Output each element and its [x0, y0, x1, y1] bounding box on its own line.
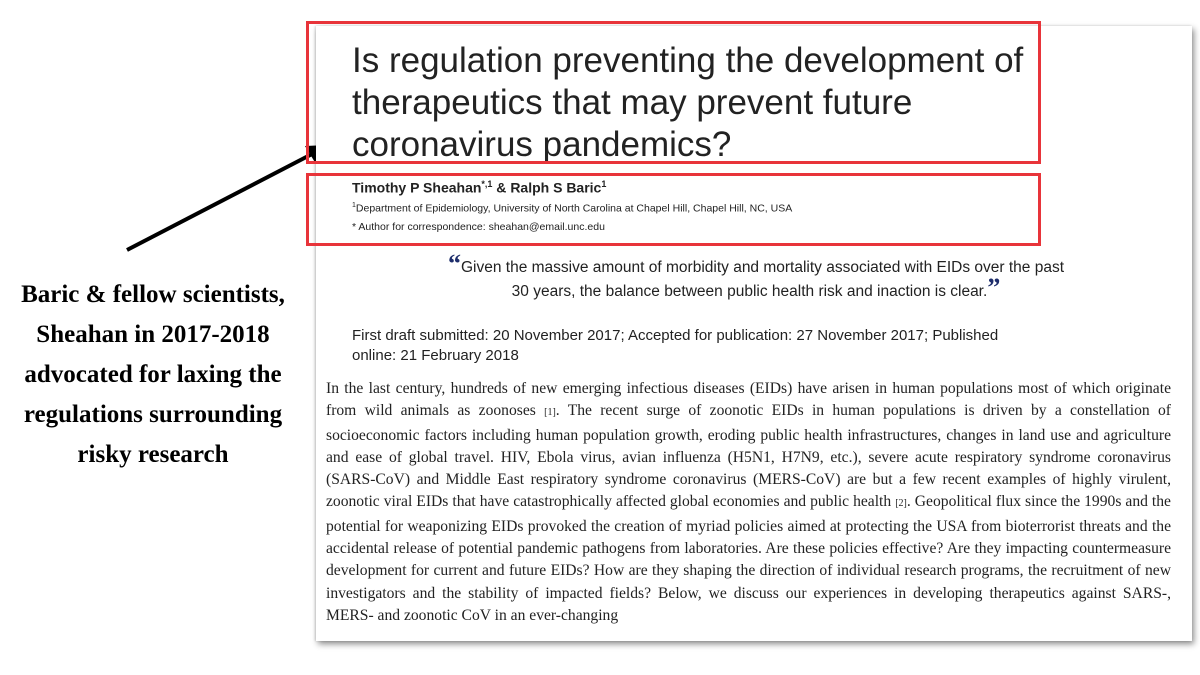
affiliation-text: Department of Epidemiology, University of North Carolina at Chapel Hill, Chapel Hill, NC, USA: [355, 202, 793, 215]
body-paragraph: [326, 378, 1171, 627]
citation-ref: [1]: [544, 407, 556, 419]
affiliation-mark: 1: [352, 202, 356, 209]
caption-line: risky research: [77, 441, 229, 468]
title-line: coronavirus pandemics?: [352, 125, 732, 164]
authors-highlight-box: [306, 173, 1041, 246]
correspondence: * Author for correspondence: sheahan@email.unc.edu: [352, 221, 605, 233]
quote-text: 30 years, the balance between public health risk and inaction is clear.: [511, 283, 988, 300]
caption-line: advocated for laxing the: [24, 361, 282, 388]
author-name: Timothy P Sheahan: [352, 179, 482, 196]
title-highlight-box: [306, 21, 1041, 164]
author-mark: *,1: [481, 179, 493, 189]
body-text: . The recent surge of zoonotic EIDs in human populations is driven by a constellation of socioeconomic factors including human population growth, eroding public health infrastructures, changes in land use and agriculture and ease of global travel. HIV, Ebola virus, avian influenza (H5N1, H7N9, etc.), severe acute respiratory syndrome coronavirus (SARS-CoV) and Middle East respiratory syndrome coronavirus (MERS-CoV) are but a few recent examples of highly virulent, zoonotic viral EIDs that have catastrophically affected global economies and public health: [326, 402, 1171, 511]
citation-ref: [2]: [895, 498, 907, 510]
close-quote-mark: ”: [987, 273, 1001, 302]
dates-line: First draft submitted: 20 November 2017; Accepted for publication: 27 November 2017; Published: [352, 327, 999, 344]
open-quote-mark: “: [447, 249, 461, 278]
caption-line: Sheahan in 2017-2018: [36, 321, 270, 348]
dates-line: online: 21 February 2018: [352, 347, 519, 364]
body-text: In the last century, hundreds of new emerging infectious diseases (EIDs) have arisen in human populations most of which originate from wild animals as zoonoses: [326, 380, 1171, 420]
author-separator: &: [492, 179, 511, 196]
title-line: therapeutics that may prevent future: [352, 83, 913, 122]
pull-quote: [356, 249, 1156, 304]
body-text: . Geopolitical flux since the 1990s and the potential for weaponizing EIDs provoked the creation of myriad policies aimed at protecting the USA from bioterrorist threats and the accidental release of potential pandemic pathogens from laboratories. Are these policies effective? Are they impacting countermeasure development for current and future EIDs? How are they shaping the direction of individual research programs, the recruitment of new investigators and the stability of impacted fields? Below, we discuss our experiences in developing therapeutics against SARS-, MERS- and zoonotic CoV in an ever-changing: [326, 493, 1171, 624]
author-name: Ralph S Baric: [510, 179, 602, 196]
quote-text: Given the massive amount of morbidity and mortality associated with EIDs over the past: [460, 259, 1065, 276]
title-line: Is regulation preventing the development of: [352, 41, 1024, 80]
publication-dates: [352, 326, 1152, 366]
author-mark: 1: [601, 179, 607, 189]
caption-line: Baric & fellow scientists,: [21, 281, 285, 308]
caption-line: regulations surrounding: [23, 401, 283, 428]
